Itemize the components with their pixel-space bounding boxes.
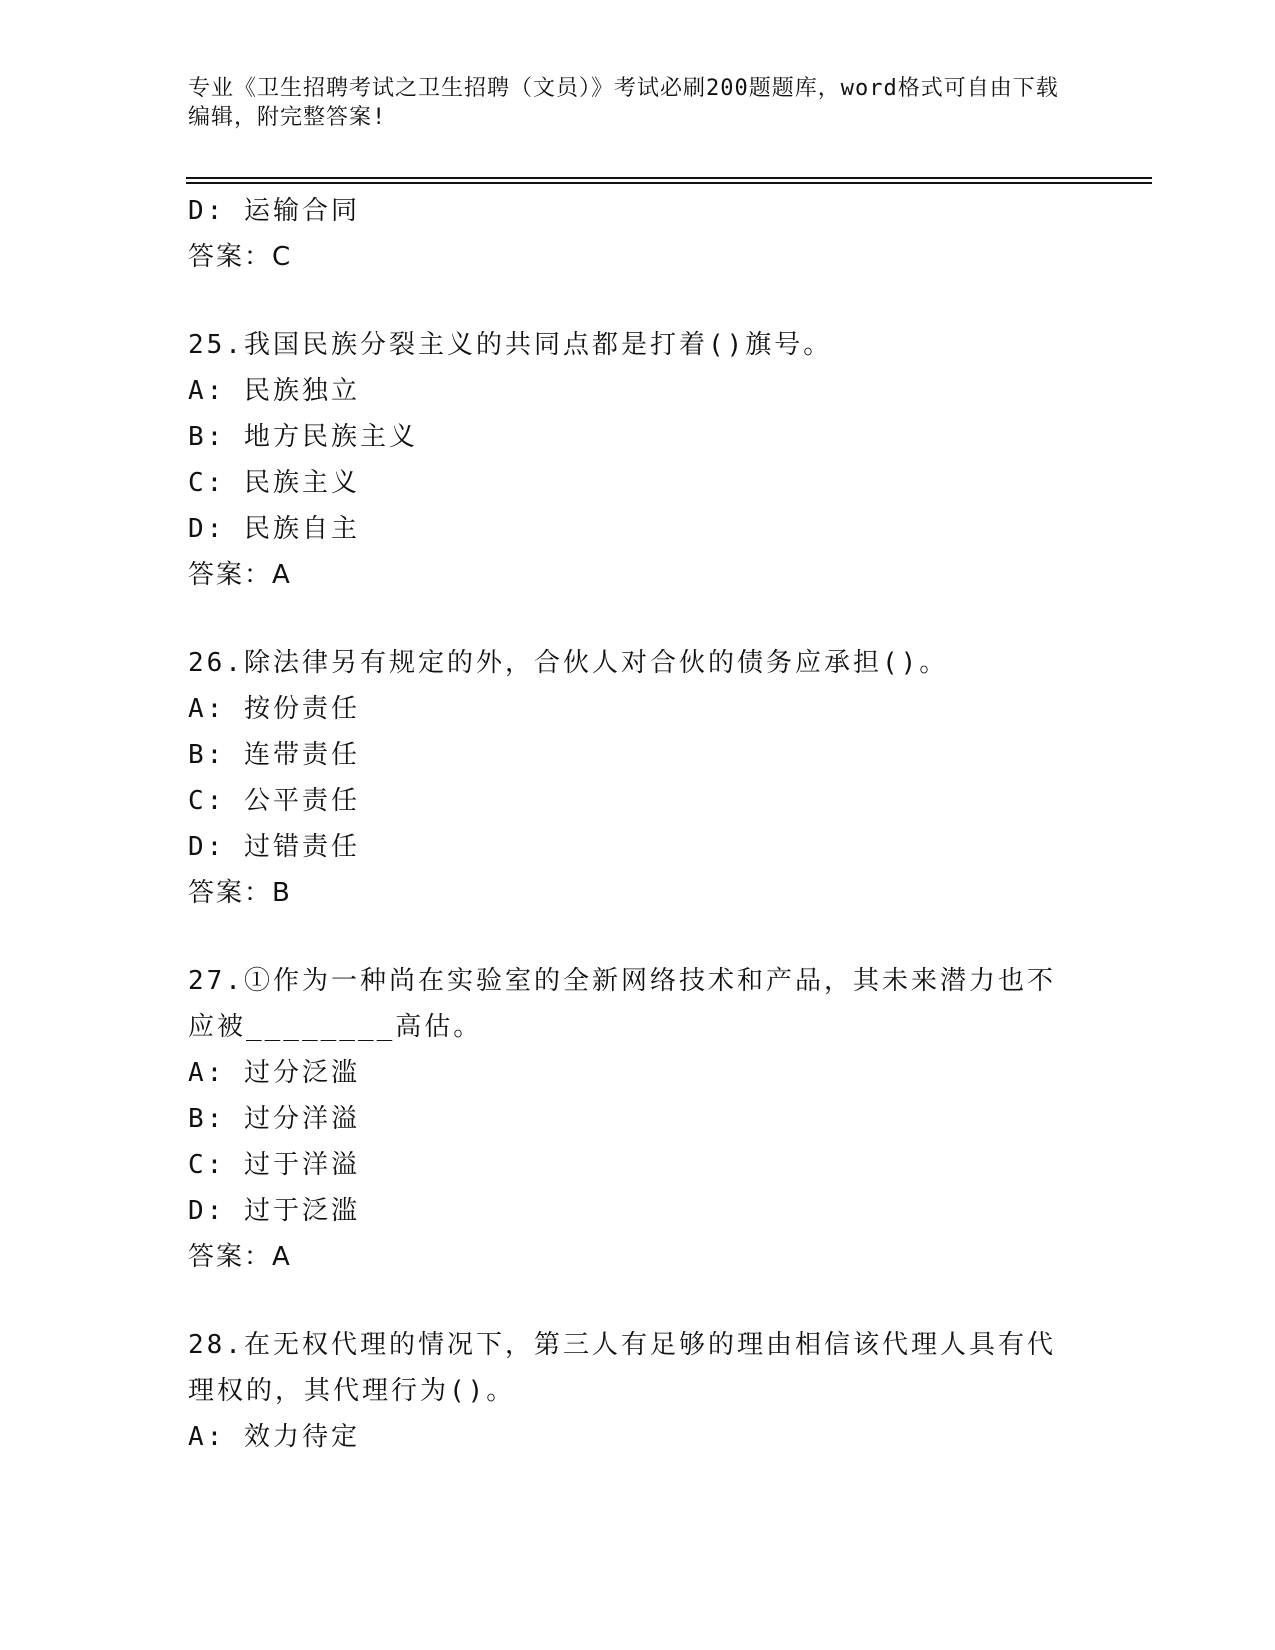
header-rule-top <box>186 177 1152 179</box>
page-header: 专业《卫生招聘考试之卫生招聘（文员）》考试必刷200题题库，word格式可自由下载编辑，附完整答案! <box>188 76 1059 130</box>
option-b: B: 连带责任 <box>188 740 360 770</box>
option-d: D: 过于泛滥 <box>188 1196 360 1226</box>
question-28 <box>188 1322 1068 1460</box>
question-stem: 28.在无权代理的情况下，第三人有足够的理由相信该代理人具有代理权的，其代理行为()。 <box>188 1330 1056 1406</box>
option-d: D: 过错责任 <box>188 832 360 862</box>
option-a: A: 按份责任 <box>188 694 360 724</box>
question-25 <box>188 322 1068 598</box>
option-d: D: 运输合同 <box>188 196 360 226</box>
question-stem: 26.除法律另有规定的外，合伙人对合伙的债务应承担()。 <box>188 648 949 678</box>
answer-line: 答案：A <box>188 560 292 590</box>
option-a: A: 过分泛滥 <box>188 1058 360 1088</box>
answer-line: 答案：C <box>188 242 293 272</box>
question-stem: 25.我国民族分裂主义的共同点都是打着()旗号。 <box>188 330 833 360</box>
option-d: D: 民族自主 <box>188 514 360 544</box>
option-b: B: 过分洋溢 <box>188 1104 360 1134</box>
question-24-tail <box>188 188 1068 280</box>
question-list <box>188 188 1068 1460</box>
option-c: C: 公平责任 <box>188 786 360 816</box>
question-stem: 27.①作为一种尚在实验室的全新网络技术和产品，其未来潜力也不应被________高估。 <box>188 966 1056 1042</box>
answer-line: 答案：B <box>188 878 292 908</box>
question-26 <box>188 640 1068 916</box>
option-a: A: 效力待定 <box>188 1422 360 1452</box>
answer-line: 答案：A <box>188 1242 292 1272</box>
option-b: B: 地方民族主义 <box>188 422 418 452</box>
option-c: C: 过于洋溢 <box>188 1150 360 1180</box>
question-27 <box>188 958 1068 1280</box>
option-a: A: 民族独立 <box>188 376 360 406</box>
header-rule-bottom <box>186 182 1152 184</box>
option-c: C: 民族主义 <box>188 468 360 498</box>
